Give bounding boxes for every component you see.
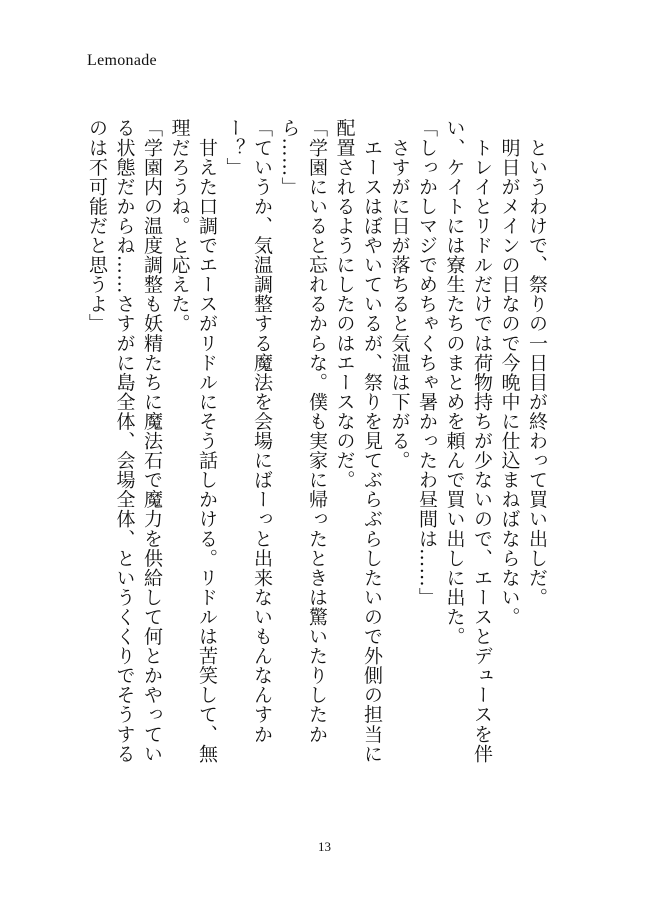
paragraph: 明日がメインの日なので今晩中に仕込まねばならない。 [498, 118, 521, 627]
paragraph: 「ていうか、気温調整する魔法を会場にばーっと出来ないもんなんすかー？」 [223, 118, 273, 744]
paragraph: 「学園内の温度調整も妖精たちに魔法石で魔力を供給して何とかやっている状態だからね……さすがに島全体、会場全体、というくくりでそうするのは不可能だと思うよ」 [86, 118, 163, 764]
paragraph: というわけで、祭りの一日目が終わって買い出しだ。 [526, 118, 548, 607]
page-number: 13 [318, 839, 331, 854]
running-header: Lemonade [87, 52, 157, 69]
paragraph: 甘えた口調でエースがリドルにそう話しかける。リドルは苦笑して、無理だろうね。と応えた。 [168, 118, 218, 764]
paragraph: 「学園にいると忘れるからな。僕も実家に帰ったときは驚いたりしたから……」 [278, 118, 328, 744]
paragraph: エースはぼやいているが、祭りを見てぶらぶらしたいので外側の担当に配置されるようにしたのはエースなのだ。 [333, 118, 383, 764]
paragraph: トレイとリドルだけでは荷物持ちが少ないので、エースとデュースを伴い、ケイトには寮生たちのまとめを頼んで買い出しに出た。 [443, 118, 493, 764]
paragraph: 「しっかしマジでめちゃくちゃ暑かったわ昼間は……」 [416, 118, 438, 607]
vertical-body-text [86, 118, 550, 778]
paragraph: さすがに日が落ちると気温は下がる。 [388, 118, 411, 470]
